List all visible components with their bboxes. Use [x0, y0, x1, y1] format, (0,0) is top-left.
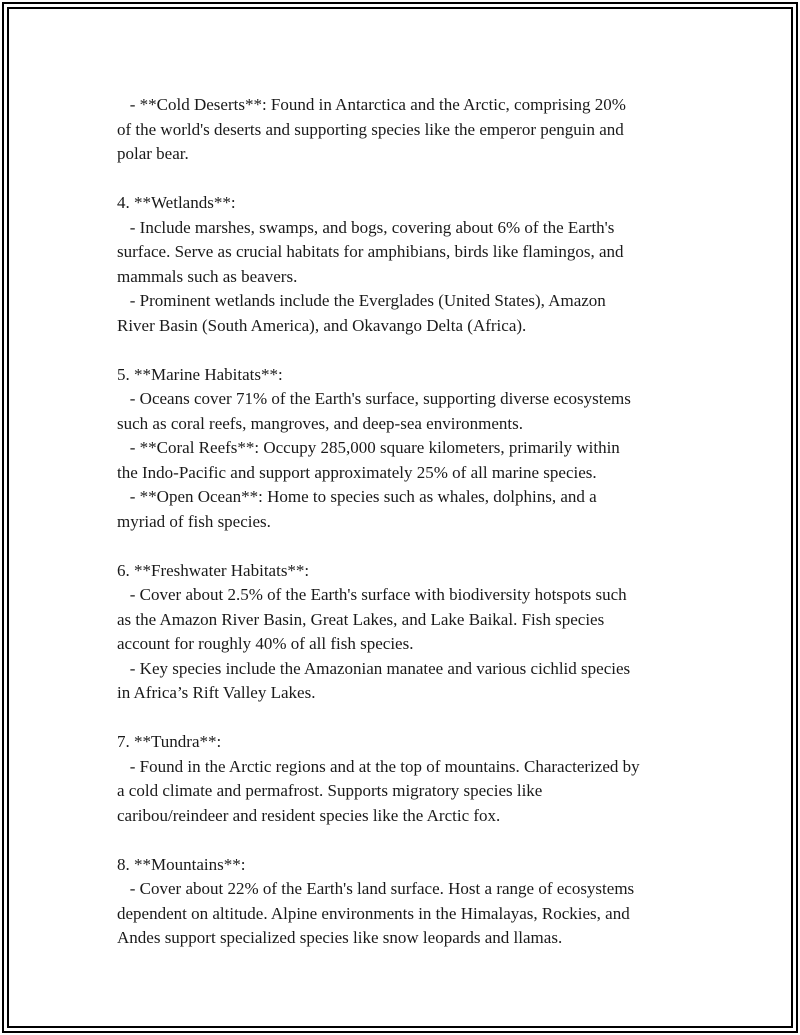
- text-line: - Key species include the Amazonian manatee and various cichlid species: [117, 658, 631, 678]
- text-line: polar bear.: [117, 144, 189, 163]
- text-line: - Prominent wetlands include the Everglades (United States), Amazon: [117, 291, 606, 310]
- paragraph-gap: [117, 534, 692, 559]
- paragraph: [117, 191, 692, 338]
- paragraph: [117, 559, 692, 706]
- text-line: - Oceans cover 71% of the Earth's surface, supporting diverse ecosystems: [117, 389, 631, 408]
- text-line: surface. Serve as crucial habitats for amphibians, birds like flamingos, and: [117, 242, 624, 261]
- paragraph: [117, 853, 692, 951]
- paragraph-gap: [117, 828, 692, 853]
- text-line: the Indo-Pacific and support approximately 25% of all marine species.: [117, 462, 597, 482]
- paragraph: [117, 730, 692, 828]
- paragraph-gap: [117, 706, 692, 731]
- text-line: - **Coral Reefs**: Occupy 285,000 square kilometers, primarily within: [117, 438, 620, 457]
- paragraph: [117, 363, 692, 535]
- text-line: 4. **Wetlands**:: [117, 193, 236, 212]
- text-line: as the Amazon River Basin, Great Lakes, and Lake Baikal. Fish species: [117, 609, 605, 629]
- text-line: - Cover about 22% of the Earth's land surface. Host a range of ecosystems: [117, 879, 635, 898]
- paragraph-gap: [117, 167, 692, 192]
- text-line: caribou/reindeer and resident species like the Arctic fox.: [117, 805, 501, 825]
- text-line: Andes support specialized species like snow leopards and llamas.: [117, 928, 563, 947]
- paragraph-gap: [117, 338, 692, 363]
- text-line: myriad of fish species.: [117, 511, 271, 531]
- text-line: 6. **Freshwater Habitats**:: [117, 560, 310, 580]
- text-line: 8. **Mountains**:: [117, 854, 246, 874]
- text-line: a cold climate and permafrost. Supports migratory species like: [117, 781, 543, 800]
- paragraph: [117, 93, 692, 167]
- text-line: such as coral reefs, mangroves, and deep-sea environments.: [117, 413, 523, 433]
- text-line: in Africa’s Rift Valley Lakes.: [117, 683, 316, 702]
- text-line: - Found in the Arctic regions and at the top of mountains. Characterized by: [117, 756, 640, 776]
- text-line: mammals such as beavers.: [117, 266, 298, 286]
- text-line: 7. **Tundra**:: [117, 732, 222, 751]
- document-body: [117, 93, 692, 951]
- text-line: account for roughly 40% of all fish species.: [117, 634, 414, 653]
- text-line: - **Cold Deserts**: Found in Antarctica and the Arctic, comprising 20%: [117, 95, 626, 114]
- text-line: 5. **Marine Habitats**:: [117, 364, 283, 384]
- text-line: - **Open Ocean**: Home to species such as whales, dolphins, and a: [117, 487, 597, 506]
- text-line: dependent on altitude. Alpine environments in the Himalayas, Rockies, and: [117, 903, 630, 923]
- text-line: River Basin (South America), and Okavango Delta (Africa).: [117, 315, 527, 335]
- text-line: - Cover about 2.5% of the Earth's surface with biodiversity hotspots such: [117, 585, 627, 604]
- text-line: of the world's deserts and supporting species like the emperor penguin and: [117, 119, 624, 139]
- text-line: - Include marshes, swamps, and bogs, covering about 6% of the Earth's: [117, 217, 615, 237]
